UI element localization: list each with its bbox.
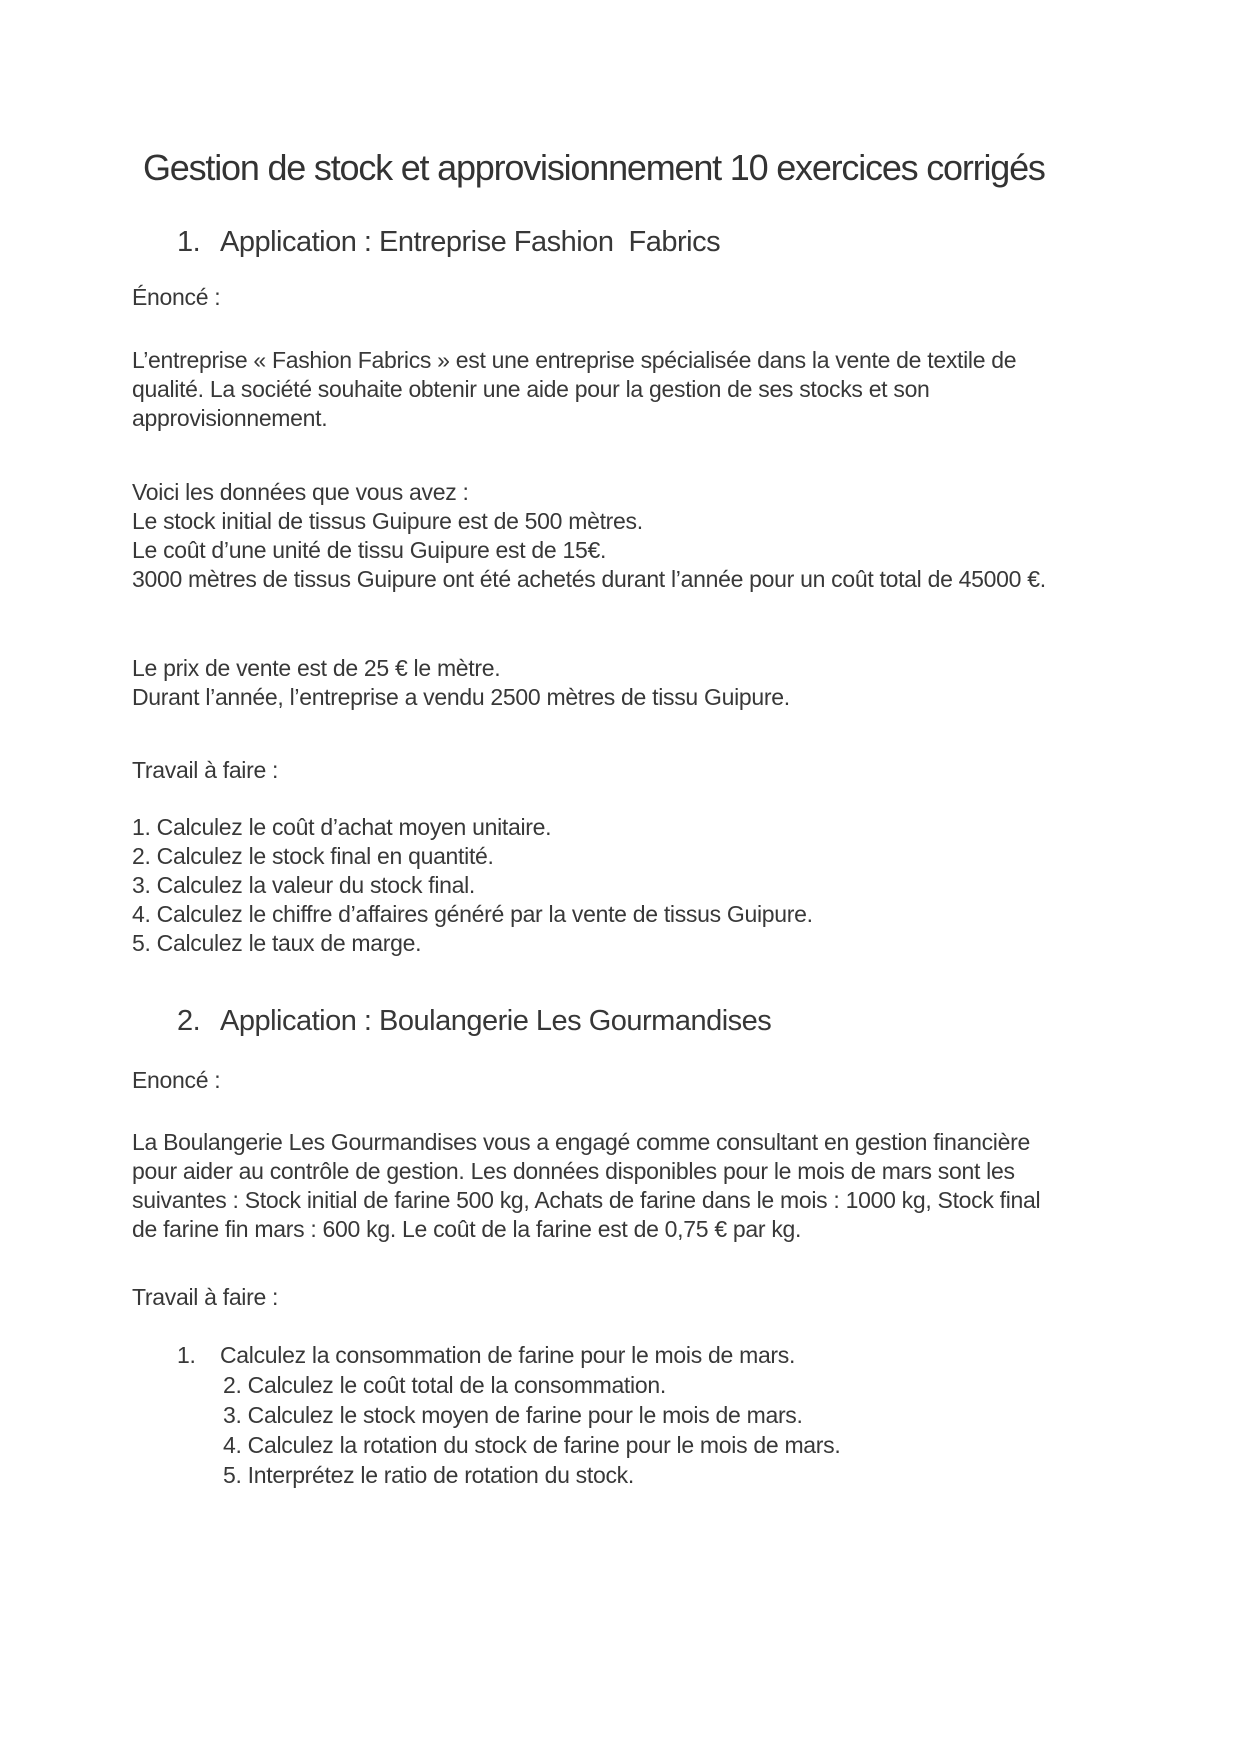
- section-1-data-paragraph: [132, 478, 1181, 594]
- paragraph-line: Voici les données que vous avez :: [132, 479, 469, 505]
- task-item: 3. Calculez la valeur du stock final.: [132, 872, 476, 898]
- section-2-task-list: [132, 1340, 1181, 1490]
- task-item: 4. Calculez le chiffre d’affaires généré par la vente de tissus Guipure.: [132, 901, 813, 927]
- paragraph-line: 3000 mètres de tissus Guipure ont été achetés durant l’année pour un coût total de 45000 €.: [132, 566, 1046, 592]
- task-item: 2. Calculez le coût total de la consommation.: [223, 1372, 666, 1398]
- paragraph-line: approvisionnement.: [132, 405, 328, 431]
- paragraph-line: pour aider au contrôle de gestion. Les données disponibles pour le mois de mars sont les: [132, 1158, 1015, 1184]
- paragraph-line: L’entreprise « Fashion Fabrics » est une entreprise spécialisée dans la vente de textile de: [132, 347, 1017, 373]
- paragraph-line: La Boulangerie Les Gourmandises vous a engagé comme consultant en gestion financière: [132, 1129, 1030, 1155]
- task-item: 5. Calculez le taux de marge.: [132, 930, 422, 956]
- section-1-price-paragraph: [132, 654, 1181, 712]
- section-1-task-list: [132, 813, 1181, 958]
- section-2-heading-number: 2.: [177, 1005, 201, 1037]
- paragraph-line: Durant l’année, l’entreprise a vendu 2500 mètres de tissu Guipure.: [132, 684, 790, 710]
- task-item: 2. Calculez le stock final en quantité.: [132, 843, 494, 869]
- paragraph-line: qualité. La société souhaite obtenir une aide pour la gestion de ses stocks et son: [132, 376, 930, 402]
- task-item: 1. Calculez le coût d’achat moyen unitaire.: [132, 814, 552, 840]
- task-item: 4. Calculez la rotation du stock de farine pour le mois de mars.: [223, 1432, 841, 1458]
- section-1-intro-paragraph: [132, 346, 1181, 433]
- paragraph-line: Le stock initial de tissus Guipure est de 500 mètres.: [132, 508, 643, 534]
- task-item-number: 1.: [177, 1342, 196, 1368]
- task-item: 3. Calculez le stock moyen de farine pour le mois de mars.: [223, 1402, 803, 1428]
- task-item: [177, 1340, 1181, 1370]
- paragraph-line: Le prix de vente est de 25 € le mètre.: [132, 655, 501, 681]
- paragraph-line: de farine fin mars : 600 kg. Le coût de la farine est de 0,75 € par kg.: [132, 1216, 802, 1242]
- section-2-intro-paragraph: [132, 1128, 1181, 1244]
- section-1-heading-text: Application : Entreprise Fashion Fabrics: [220, 226, 721, 258]
- paragraph-line: suivantes : Stock initial de farine 500 kg, Achats de farine dans le mois : 1000 kg, Stock final: [132, 1187, 1041, 1213]
- task-item-text: Calculez la consommation de farine pour le mois de mars.: [220, 1342, 796, 1368]
- document-title: Gestion de stock et approvisionnement 10 exercices corrigés: [143, 147, 1045, 188]
- paragraph-line: Le coût d’une unité de tissu Guipure est de 15€.: [132, 537, 607, 563]
- section-2-work-label: Travail à faire :: [132, 1284, 279, 1310]
- section-1-heading: [177, 224, 1181, 260]
- section-1-heading-number: 1.: [177, 226, 201, 258]
- section-2-heading-text: Application : Boulangerie Les Gourmandises: [220, 1005, 772, 1037]
- section-2-enonce-label: Enoncé :: [132, 1067, 221, 1093]
- section-1-work-label: Travail à faire :: [132, 757, 279, 783]
- section-2-heading: [177, 1003, 1181, 1039]
- task-item: 5. Interprétez le ratio de rotation du stock.: [223, 1462, 634, 1488]
- document-content: [0, 146, 1241, 1490]
- section-1-enonce-label: Énoncé :: [132, 284, 221, 310]
